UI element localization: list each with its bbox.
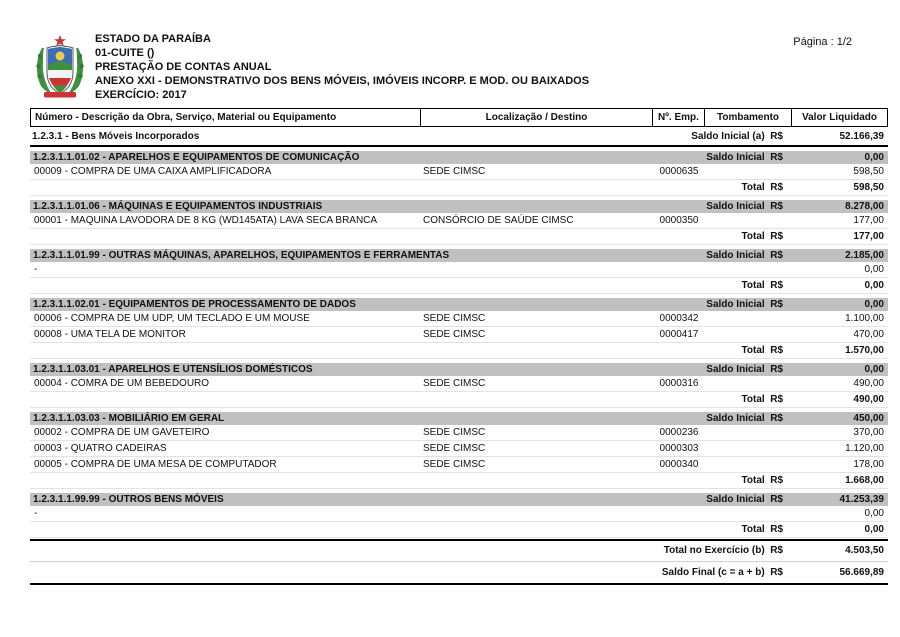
section-saldo-value: 0,00 xyxy=(864,364,884,375)
section-total-row xyxy=(30,279,888,294)
section-header xyxy=(30,298,888,311)
section-total-row xyxy=(30,523,888,538)
table-bottom-rule xyxy=(30,583,888,585)
group-row-bens-moveis xyxy=(30,127,888,147)
cell-emp-number: 0000350 xyxy=(659,215,699,226)
table-row xyxy=(30,458,888,473)
section-header xyxy=(30,493,888,506)
cell-description: - xyxy=(34,508,38,519)
total-value: 490,00 xyxy=(853,394,884,405)
table-row xyxy=(30,328,888,343)
table-row xyxy=(30,442,888,457)
cell-valor: 0,00 xyxy=(864,508,884,519)
cell-description: 00004 - COMRA DE UM BEBEDOURO xyxy=(34,378,210,389)
table-footer xyxy=(30,539,888,585)
cell-description: 00003 - QUATRO CADEIRAS xyxy=(34,443,167,454)
cell-emp-number: 0000635 xyxy=(659,166,699,177)
footer-row-saldo-final xyxy=(30,562,888,583)
section-saldo-label: Saldo Inicial R$ xyxy=(706,494,783,505)
section-saldo-value: 0,00 xyxy=(864,299,884,310)
cell-valor: 598,50 xyxy=(853,166,884,177)
section-total-row xyxy=(30,393,888,408)
footer-total-exercicio-value: 4.503,50 xyxy=(845,545,884,556)
table-row xyxy=(30,214,888,229)
col-header-emp-number: Nº. Emp. xyxy=(652,109,704,126)
section-title: 1.2.3.1.1.01.99 - OUTRAS MÁQUINAS, APARELHOS, EQUIPAMENTOS E FERRAMENTAS xyxy=(33,250,450,261)
cell-valor: 1.100,00 xyxy=(845,313,884,324)
cell-emp-number: 0000316 xyxy=(659,378,699,389)
section-saldo-label: Saldo Inicial R$ xyxy=(706,201,783,212)
section-header xyxy=(30,412,888,425)
table-header-row xyxy=(30,108,888,127)
total-value: 598,50 xyxy=(853,182,884,193)
table-row xyxy=(30,165,888,180)
section-title: 1.2.3.1.1.01.02 - APARELHOS E EQUIPAMENTOS DE COMUNICAÇÃO xyxy=(33,152,360,163)
section-total-row xyxy=(30,181,888,196)
footer-saldo-final-value: 56.669,89 xyxy=(839,566,884,578)
cell-emp-number: 0000303 xyxy=(659,443,699,454)
col-header-tombamento: Tombamento xyxy=(704,109,791,126)
section-header xyxy=(30,151,888,164)
section-total-row xyxy=(30,474,888,489)
section-title: 1.2.3.1.1.02.01 - EQUIPAMENTOS DE PROCESSAMENTO DE DADOS xyxy=(33,299,356,310)
footer-row-total-exercicio xyxy=(30,541,888,562)
section-saldo-value: 0,00 xyxy=(864,152,884,163)
cell-emp-number: 0000236 xyxy=(659,427,699,438)
cell-valor: 0,00 xyxy=(864,264,884,275)
cell-description: 00008 - UMA TELA DE MONITOR xyxy=(34,329,186,340)
section-title: 1.2.3.1.1.03.03 - MOBILIÁRIO EM GERAL xyxy=(33,413,225,424)
cell-description: 00006 - COMPRA DE UM UDP, UM TECLADO E UM MOUSE xyxy=(34,313,310,324)
cell-location: SEDE CIMSC xyxy=(423,378,486,389)
header-entity: 01-CUITE () xyxy=(95,47,155,59)
header-annex: ANEXO XXI - DEMONSTRATIVO DOS BENS MÓVEIS, IMÓVEIS INCORP. E MOD. OU BAIXADOS xyxy=(95,75,590,87)
cell-location: SEDE CIMSC xyxy=(423,329,486,340)
page-number: Página : 1/2 xyxy=(793,36,852,48)
cell-location: SEDE CIMSC xyxy=(423,313,486,324)
group-saldo-value: 52.166,39 xyxy=(839,130,884,142)
total-label: Total R$ xyxy=(741,345,783,356)
cell-location: CONSÓRCIO DE SAÚDE CIMSC xyxy=(423,215,574,226)
table-row xyxy=(30,377,888,392)
cell-location: SEDE CIMSC xyxy=(423,427,486,438)
section-saldo-label: Saldo Inicial R$ xyxy=(706,299,783,310)
cell-valor: 370,00 xyxy=(853,427,884,438)
total-value: 1.668,00 xyxy=(845,475,884,486)
cell-valor: 490,00 xyxy=(853,378,884,389)
total-value: 177,00 xyxy=(853,231,884,242)
cell-valor: 1.120,00 xyxy=(845,443,884,454)
section-header xyxy=(30,249,888,262)
paraiba-coat-of-arms-icon xyxy=(34,34,86,100)
total-label: Total R$ xyxy=(741,280,783,291)
sections xyxy=(30,151,888,538)
header-report-title: PRESTAÇÃO DE CONTAS ANUAL xyxy=(95,61,272,73)
section-saldo-value: 2.185,00 xyxy=(845,250,884,261)
cell-location: SEDE CIMSC xyxy=(423,166,486,177)
group-saldo-label: Saldo Inicial (a) R$ xyxy=(691,130,783,142)
cell-valor: 178,00 xyxy=(853,459,884,470)
total-label: Total R$ xyxy=(741,394,783,405)
section-title: 1.2.3.1.1.01.06 - MÁQUINAS E EQUIPAMENTOS INDUSTRIAIS xyxy=(33,201,323,212)
total-label: Total R$ xyxy=(741,524,783,535)
total-value: 0,00 xyxy=(864,524,884,535)
section-total-row xyxy=(30,344,888,359)
section-title: 1.2.3.1.1.99.99 - OUTROS BENS MÓVEIS xyxy=(33,494,224,505)
report-header xyxy=(30,30,870,106)
section-saldo-value: 41.253,39 xyxy=(839,494,884,505)
table-row xyxy=(30,312,888,327)
header-exercise: EXERCÍCIO: 2017 xyxy=(95,89,187,101)
section-saldo-label: Saldo Inicial R$ xyxy=(706,250,783,261)
cell-emp-number: 0000417 xyxy=(659,329,699,340)
table-row xyxy=(30,507,888,522)
cell-emp-number: 0000340 xyxy=(659,459,699,470)
total-label: Total R$ xyxy=(741,475,783,486)
cell-emp-number: 0000342 xyxy=(659,313,699,324)
cell-location: SEDE CIMSC xyxy=(423,459,486,470)
asset-table xyxy=(30,108,888,585)
section-header xyxy=(30,200,888,213)
col-header-location: Localização / Destino xyxy=(420,109,652,126)
header-org: ESTADO DA PARAÍBA xyxy=(95,33,211,45)
section-saldo-label: Saldo Inicial R$ xyxy=(706,152,783,163)
section-title: 1.2.3.1.1.03.01 - APARELHOS E UTENSÍLIOS DOMÉSTICOS xyxy=(33,364,313,375)
cell-description: 00001 - MAQUINA LAVODORA DE 8 KG (WD145ATA) LAVA SECA BRANCA xyxy=(34,215,378,226)
col-header-description: Número - Descrição da Obra, Serviço, Material ou Equipamento xyxy=(35,112,337,123)
cell-description: - xyxy=(34,264,38,275)
group-label: 1.2.3.1 - Bens Móveis Incorporados xyxy=(32,130,200,142)
cell-valor: 177,00 xyxy=(853,215,884,226)
header-titles xyxy=(95,30,870,102)
section-header xyxy=(30,363,888,376)
cell-description: 00005 - COMPRA DE UMA MESA DE COMPUTADOR xyxy=(34,459,277,470)
footer-saldo-final-label: Saldo Final (c = a + b) R$ xyxy=(661,566,783,578)
section-saldo-label: Saldo Inicial R$ xyxy=(706,364,783,375)
total-label: Total R$ xyxy=(741,231,783,242)
table-row xyxy=(30,426,888,441)
footer-total-exercicio-label: Total no Exercício (b) R$ xyxy=(663,545,783,556)
section-saldo-label: Saldo Inicial R$ xyxy=(706,413,783,424)
total-label: Total R$ xyxy=(741,182,783,193)
section-saldo-value: 8.278,00 xyxy=(845,201,884,212)
section-total-row xyxy=(30,230,888,245)
section-saldo-value: 450,00 xyxy=(853,413,884,424)
col-header-valor-liquidado: Valor Liquidado xyxy=(791,109,887,126)
total-value: 1.570,00 xyxy=(845,345,884,356)
total-value: 0,00 xyxy=(864,280,884,291)
cell-description: 00002 - COMPRA DE UM GAVETEIRO xyxy=(34,427,210,438)
cell-location: SEDE CIMSC xyxy=(423,443,486,454)
cell-description: 00009 - COMPRA DE UMA CAIXA AMPLIFICADORA xyxy=(34,166,272,177)
cell-valor: 470,00 xyxy=(853,329,884,340)
table-row xyxy=(30,263,888,278)
